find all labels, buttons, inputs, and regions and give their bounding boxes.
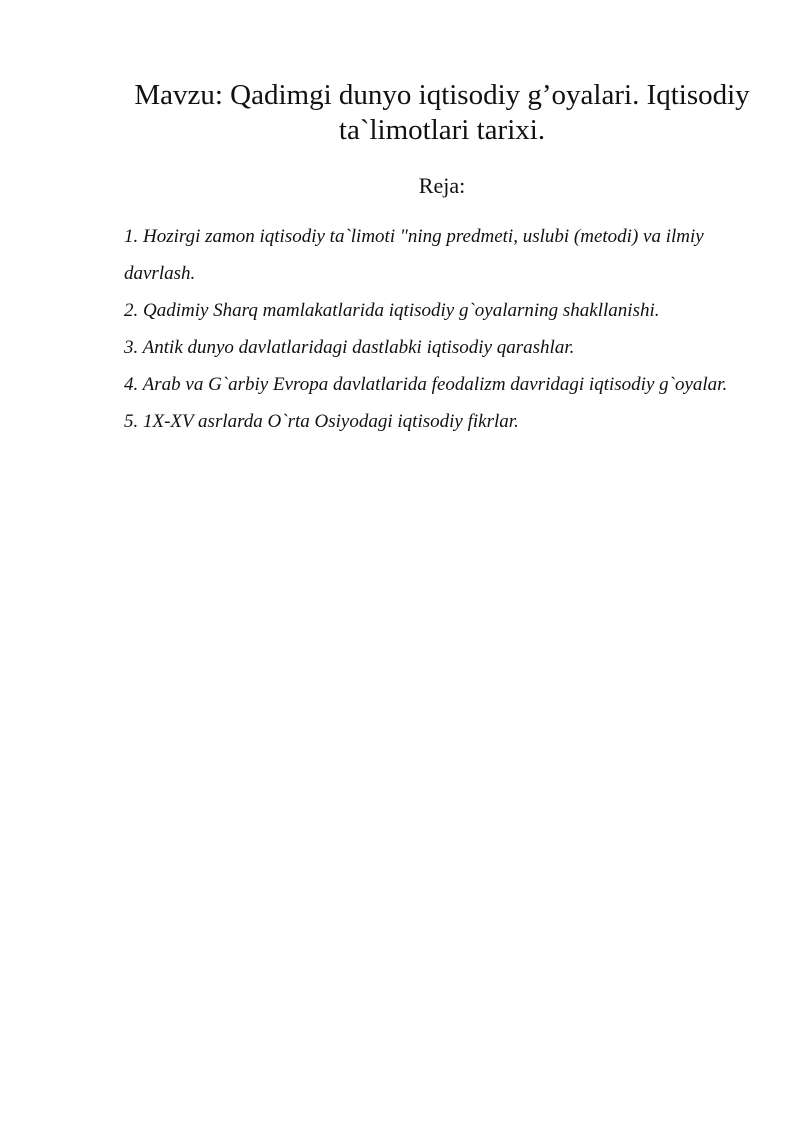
document-title xyxy=(112,78,772,148)
plan-item-4: 4. Arab va G`arbiy Evropa davlatlarida feodalizm davridagi iqtisodiy g`oyalar. xyxy=(124,374,728,395)
title-line-1: Mavzu: Qadimgi dunyo iqtisodiy g’oyalari. Iqtisodiy xyxy=(134,79,750,111)
plan-list xyxy=(124,218,754,440)
plan-item-3: 3. Antik dunyo davlatlaridagi dastlabki iqtisodiy qarashlar. xyxy=(124,337,575,358)
plan-item-2: 2. Qadimiy Sharq mamlakatlarida iqtisodiy g`oyalarning shakllanishi. xyxy=(124,300,660,321)
plan-item-1: 1. Hozirgi zamon iqtisodiy ta`limoti "ning predmeti, uslubi (metodi) va ilmiy davrlash. xyxy=(124,226,704,284)
plan-heading: Reja: xyxy=(418,173,466,198)
plan-item-5: 5. 1X-XV asrlarda O`rta Osiyodagi iqtisodiy fikrlar. xyxy=(124,411,519,432)
title-line-2: ta`limotlari tarixi. xyxy=(338,114,546,146)
